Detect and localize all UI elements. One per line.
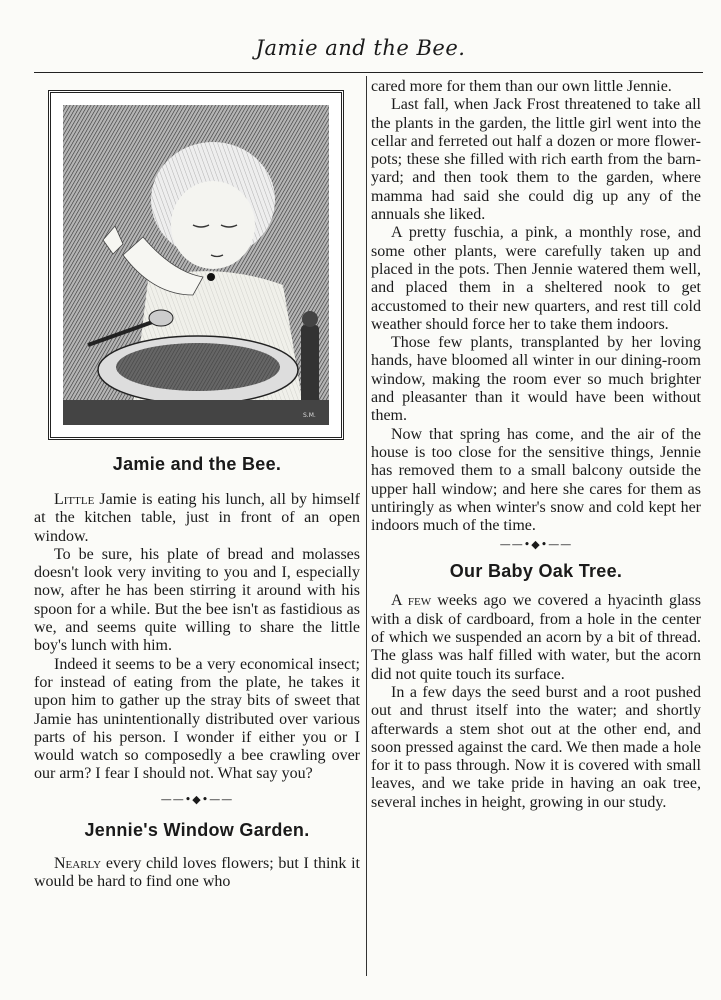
paragraph: Now that spring has come, and the air of the house is too close for the sensitive things, Jennie has removed them to a small balcony outside the upper hall window; and here she cares for them as untiringly as when winter's snow and cold kept her indoors much of the time. bbox=[371, 425, 701, 535]
lead-word: A few bbox=[391, 592, 432, 610]
child-eating-illustration bbox=[63, 105, 329, 425]
paragraph: cared more for them than our own little Jennie. bbox=[371, 78, 672, 95]
paragraph-text: every child loves flowers; but I think it would be hard to find one who bbox=[34, 854, 360, 891]
section-title-jennie: Jennie's Window Garden. bbox=[84, 819, 310, 840]
section-title-oak: Our Baby Oak Tree. bbox=[449, 561, 623, 582]
left-column bbox=[34, 80, 360, 891]
section-ornament: ——•◆•—— bbox=[499, 538, 573, 552]
section-title-jamie: Jamie and the Bee. bbox=[112, 454, 282, 474]
paragraph bbox=[34, 855, 360, 892]
paragraph: Indeed it seems to be a very economical insect; for instead of eating from the plate, he takes it upon him to gather up the stray bits of sweet that Jamie has unintentionally distributed over various parts of his person. I wonder if either you or I would watch so composedly a bee crawling over our arm? I fear I should not. What say you? bbox=[34, 655, 360, 783]
paragraph: In a few days the seed burst and a root pushed out and thrust itself into the water; and shortly afterwards a stem shot out at the other end, and soon pressed against the card. We then made a hole for it to pass through. Now it is covered with small leaves, and we take pride in having an oak tree, several inches in height, growing in our study. bbox=[371, 683, 701, 811]
lead-word: Little bbox=[54, 491, 95, 508]
section-ornament: ——•◆•—— bbox=[160, 792, 234, 806]
header-rule bbox=[34, 72, 703, 73]
paragraph: Those few plants, transplanted by her loving hands, have bloomed all winter in our dining-room window, making the room ever so much brighter and pleasanter than it would have been without them. bbox=[371, 334, 701, 425]
paragraph-text: Jamie is eating his lunch, all by himself at the kitchen table, just in front of an open window. bbox=[34, 491, 360, 545]
paragraph bbox=[371, 592, 701, 683]
illustration-signature: S.M. bbox=[303, 412, 316, 419]
illustration-frame bbox=[48, 90, 344, 440]
paragraph: A pretty fuschia, a pink, a monthly rose, and some other plants, were carefully taken up and placed in the pots. Then Jennie watered them well, and placed them in a sheltered nook to get accustomed to their new quarters, and rest till cold weather should force her to take them indoors. bbox=[371, 224, 701, 333]
paragraph: To be sure, his plate of bread and molasses doesn't look very inviting to you and I, especially now, after he has been stirring it around with his spoon for a while. But the bee isn't as fastidious as we, and seems quite willing to share the little boy's lunch with him. bbox=[34, 545, 360, 655]
running-head: Jamie and the Bee. bbox=[255, 36, 466, 60]
paragraph-text: weeks ago we covered a hyacinth glass with a disk of cardboard, from a hole in the center of which we suspended an acorn by a bit of thread. The glass was half filled with water, but the acorn did not quite touch its surface. bbox=[371, 592, 701, 683]
lead-word: Nearly bbox=[54, 854, 102, 872]
paragraph: Last fall, when Jack Frost threatened to take all the plants in the garden, the little girl went into the cellar and ferreted out half a dozen or more flower-pots; these she filled with rich earth from the barn-yard; and then took them to the garden, where mamma had said she could dig up any of the annuals she liked. bbox=[371, 96, 701, 224]
right-column bbox=[371, 78, 701, 812]
paragraph bbox=[34, 491, 360, 546]
column-divider bbox=[366, 76, 367, 976]
